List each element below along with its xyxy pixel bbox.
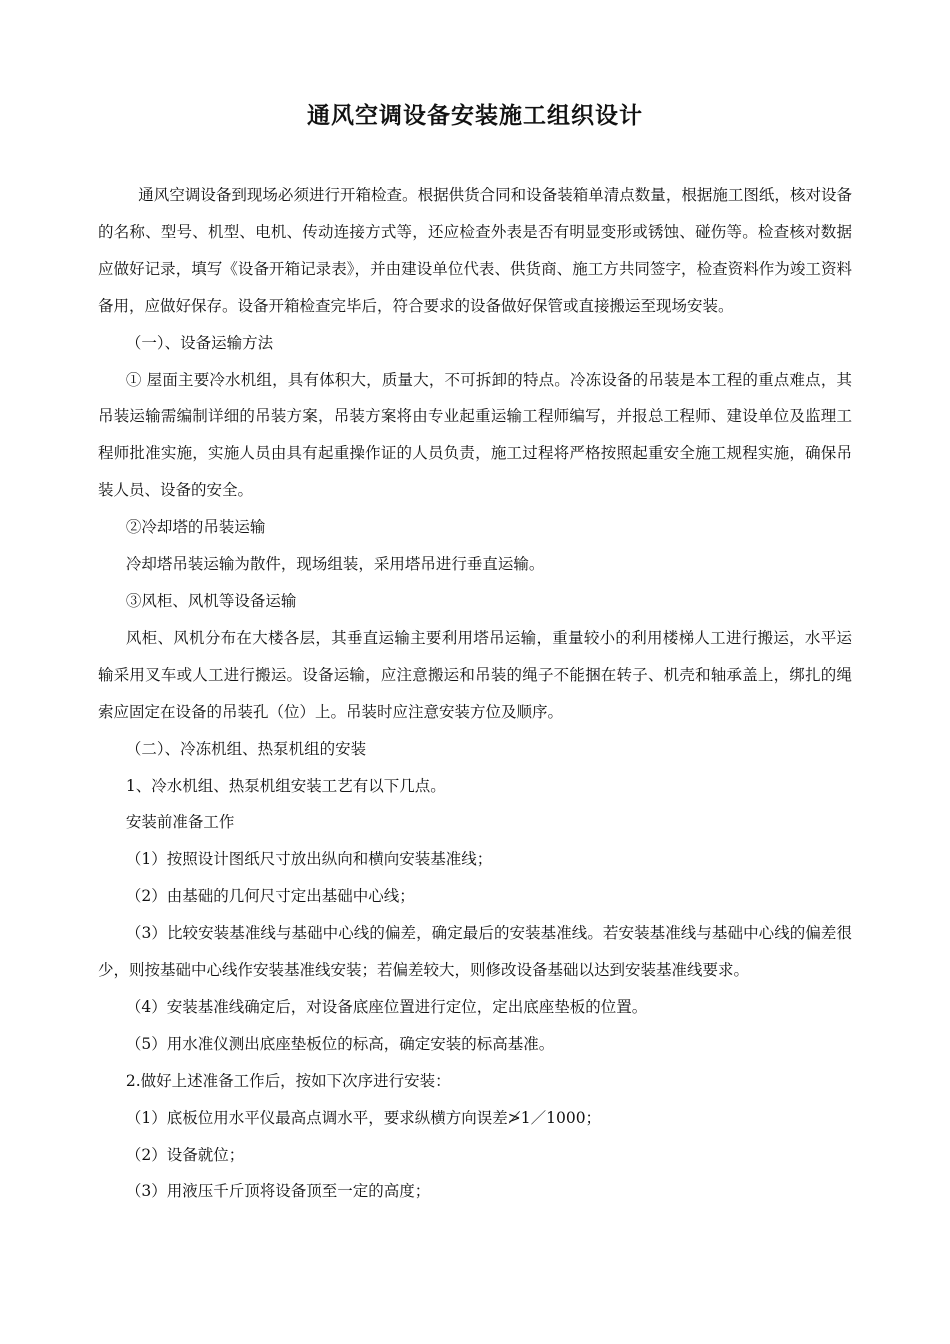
subheading-install-sequence: 2.做好上述准备工作后，按如下次序进行安装： [125,1071,451,1090]
section-heading-installation: （二）、冷冻机组、热泵机组的安装 [125,739,367,758]
subheading-air-handler: ③风柜、风机等设备运输 [125,591,297,610]
paragraph-air-handler: 风柜、风机分布在大楼各层，其垂直运输主要利用塔吊运输，重量较小的利用楼梯人工进行搬运，水平运输采用叉车或人工进行搬运。设备运输，应注意搬运和吊装的绳子不能捆在转子、机壳和轴承盖上，绑扎的绳索应固定在设备的吊装孔（位）上。吊装时应注意安装方位及顺序。 [98,628,852,721]
list-item-prep-3: （3）比较安装基准线与基础中心线的偏差，确定最后的安装基准线。若安装基准线与基础中心线的偏差很少，则按基础中心线作安装基准线安装；若偏差较大，则修改设备基础以达到安装基准线要求。 [98,924,852,980]
paragraph-chiller-transport: ① 屋面主要冷水机组，具有体积大，质量大，不可拆卸的特点。冷冻设备的吊装是本工程的重点难点，其吊装运输需编制详细的吊装方案，吊装方案将由专业起重运输工程师编写，并报总工程师、建设单位及监理工程师批准实施，实施人员由具有起重操作证的人员负责，施工过程将严格按照起重安全施工规程实施，确保吊装人员、设备的安全。 [98,370,852,500]
list-item-install-3: （3）用液压千斤顶将设备顶至一定的高度； [125,1182,431,1201]
paragraph-cooling-tower: 冷却塔吊装运输为散件，现场组装，采用塔吊进行垂直运输。 [125,555,545,574]
list-item-prep-1: （1）按照设计图纸尺寸放出纵向和横向安装基准线； [125,850,493,869]
section-heading-transport: （一）、设备运输方法 [125,333,274,352]
subheading-cooling-tower: ②冷却塔的吊装运输 [125,518,266,537]
list-item-prep-5: （5）用水准仪测出底座垫板位的标高，确定安装的标高基准。 [125,1034,555,1053]
list-item-install-1: （1）底板位用水平仪最高点调水平，要求纵横方向误差≯1／1000； [125,1108,602,1127]
list-item-install-2: （2）设备就位； [125,1145,245,1164]
paragraph-intro: 通风空调设备到现场必须进行开箱检查。根据供货合同和设备装箱单清点数量，根据施工图纸，核对设备的名称、型号、机型、电机、传动连接方式等，还应检查外表是否有明显变形或锈蚀、碰伤等。检查核对数据应做好记录，填写《设备开箱记录表》，并由建设单位代表、供货商、施工方共同签字，检查资料作为竣工资料备用，应做好保存。设备开箱检查完毕后，符合要求的设备做好保管或直接搬运至现场安装。 [98,186,852,315]
paragraph-process-points: 1、冷水机组、热泵机组安装工艺有以下几点。 [125,776,446,795]
list-item-prep-4: （4）安装基准线确定后，对设备底座位置进行定位，定出底座垫板的位置。 [125,997,648,1016]
list-item-prep-2: （2）由基础的几何尺寸定出基础中心线； [125,887,415,906]
subheading-preparation: 安装前准备工作 [125,813,235,832]
document-body [98,177,852,1210]
document-title: 通风空调设备安装施工组织设计 [307,102,643,129]
